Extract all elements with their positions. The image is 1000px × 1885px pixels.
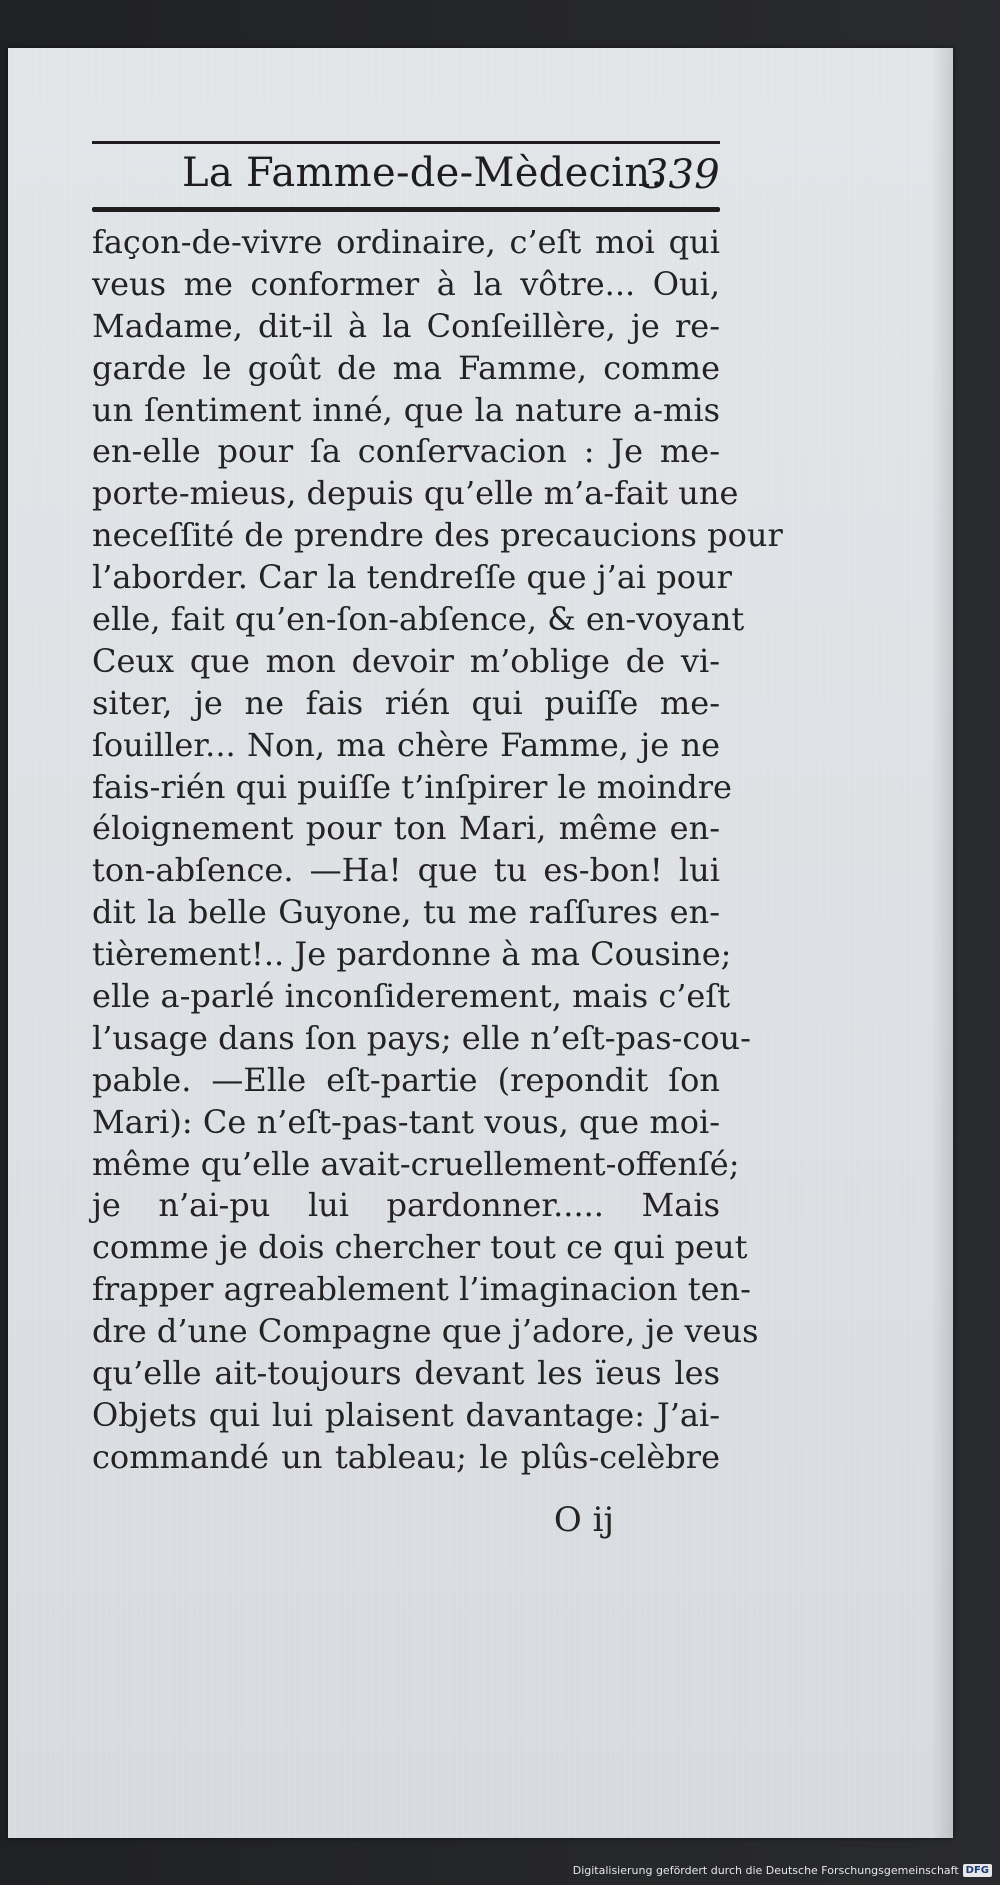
text-line: elle, fait qu’en-ſon-abſence, & en-voyant [92, 600, 745, 639]
text-line: garde le goût de ma Famme, comme [92, 348, 720, 387]
text-line: dit la belle Guyone, tu me raſſures en- [92, 893, 720, 932]
text-line: l’aborder. Car la tendreſſe que j’ai pour [92, 558, 732, 597]
signature-mark: O ij [553, 1500, 614, 1540]
dfg-logo: DFG [963, 1864, 992, 1877]
text-line: comme je dois chercher tout ce qui peut [92, 1228, 748, 1267]
text-line: Objets qui lui plaisent davantage: J’ai- [92, 1395, 720, 1434]
text-line: pable. —Elle eſt-partie (repondit ſon [92, 1060, 720, 1099]
header-rule-bottom [92, 207, 720, 212]
text-line: éloignement pour ton Mari, même en- [92, 809, 720, 848]
text-line: un ſentiment inné, que la nature a-mis [92, 390, 720, 429]
running-header [92, 150, 720, 206]
credit-text: Digitalisierung gefördert durch die Deutsche Forschungsgemeinschaft [572, 1863, 959, 1877]
text-line: dre d’une Compagne que j’adore, je veus [92, 1312, 759, 1351]
running-title: La Famme-de-Mèdecin. [182, 150, 664, 196]
text-line: même qu’elle avait-cruellement-offenſé; [92, 1144, 740, 1183]
text-line: tièrement!.. Je pardonne à ma Cousine; [92, 935, 732, 974]
text-line: porte-mieus, depuis qu’elle m’a-fait une [92, 474, 739, 513]
text-line: commandé un tableau; le plûs-celèbre [92, 1437, 720, 1476]
text-line: ton-abſence. —Ha! que tu es-bon! lui [92, 851, 720, 890]
signature-mark-row [92, 1500, 720, 1540]
text-line: elle a-parlé inconſiderement, mais c’eſt [92, 977, 731, 1016]
text-line: façon-de-vivre ordinaire, c’eſt moi qui [92, 223, 720, 261]
page-edge-shadow [931, 48, 953, 1838]
text-line: neceſſité de prendre des precaucions pour [92, 516, 783, 555]
text-line: je n’ai-pu lui pardonner..... Mais [92, 1186, 720, 1225]
text-line: veus me conformer à la vôtre... Oui, [92, 264, 720, 303]
text-line: Madame, dit-il à la Conſeillère, je re- [92, 306, 720, 345]
body-text [92, 222, 783, 1479]
text-line: ſouiller... Non, ma chère Famme, je ne [92, 725, 720, 764]
page-number: 339 [642, 152, 720, 198]
text-line: siter, je ne fais rién qui puiſſe me- [92, 683, 720, 722]
text-line: en-elle pour ſa conſervacion : Je me- [92, 432, 720, 471]
digitization-credit [573, 1861, 992, 1879]
text-line: l’usage dans ſon pays; elle n’eſt-pas-cou- [92, 1018, 751, 1057]
text-line: fais-rién qui puiſſe t’inſpirer le moindre [92, 767, 732, 806]
text-line: Ceux que mon devoir m’oblige de vi- [92, 641, 720, 680]
text-line: qu’elle ait-toujours devant les ïeus les [92, 1354, 720, 1393]
header-rule-top [92, 141, 720, 144]
text-line: frapper agreablement l’imaginacion ten- [92, 1270, 751, 1309]
text-line: Mari): Ce n’eſt-pas-tant vous, que moi- [92, 1102, 720, 1141]
